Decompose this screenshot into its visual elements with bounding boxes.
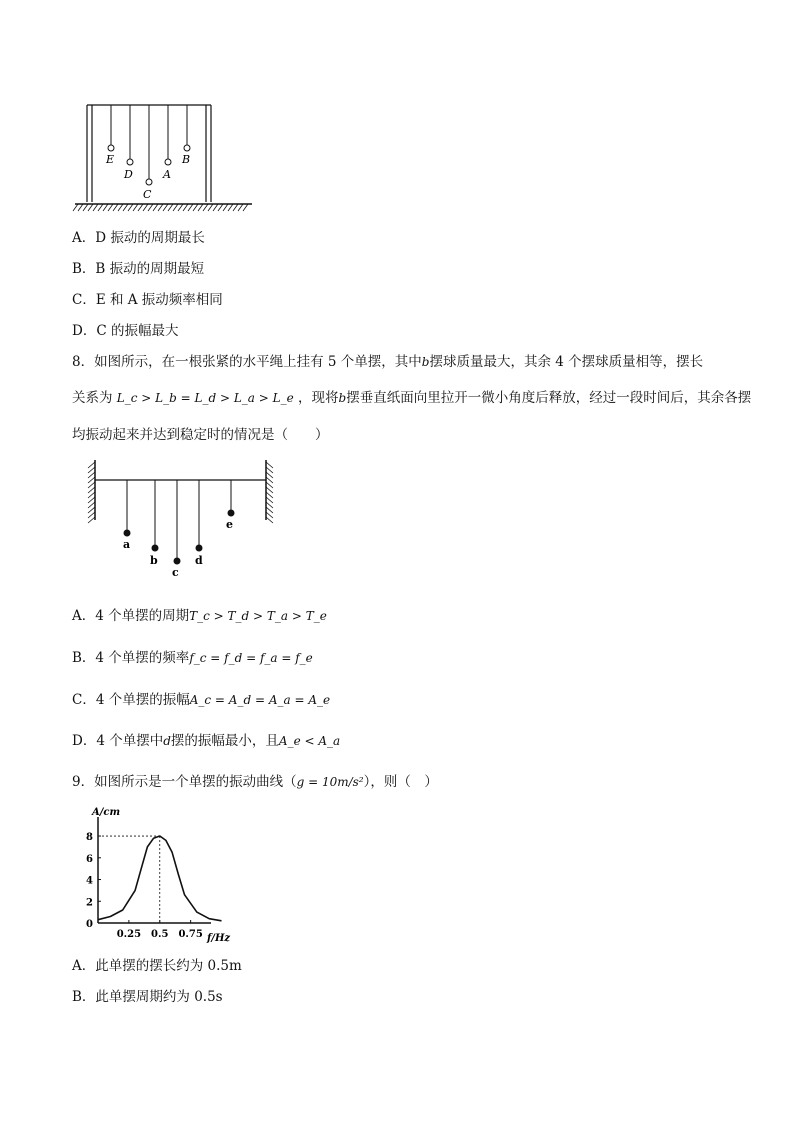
ground-hatch bbox=[223, 204, 228, 211]
x-tick-label: 0.75 bbox=[178, 929, 203, 940]
ground-hatch bbox=[113, 204, 118, 211]
ground-hatch bbox=[208, 204, 213, 211]
ground-hatch bbox=[158, 204, 163, 211]
wall-hatch bbox=[88, 507, 95, 513]
wall-hatch bbox=[88, 482, 95, 488]
y-tick-label: 2 bbox=[86, 897, 93, 909]
wall-hatch bbox=[88, 517, 95, 523]
ground-hatch bbox=[98, 204, 103, 211]
wall-hatch bbox=[88, 477, 95, 483]
ground-hatch bbox=[193, 204, 198, 211]
q7-label-c: C bbox=[143, 188, 152, 201]
wall-hatch bbox=[88, 502, 95, 508]
q7-option-b: B．B 振动的周期最短 bbox=[72, 261, 205, 277]
y-tick-label: 0 bbox=[86, 919, 93, 930]
y-axis-label: A/cm bbox=[92, 807, 121, 818]
ground-hatch bbox=[218, 204, 223, 211]
q8-label-b: b bbox=[150, 554, 158, 567]
q9-option-b: B．此单摆周期约为 0.5s bbox=[72, 989, 223, 1005]
x-tick-label: 0.25 bbox=[116, 929, 142, 940]
q8-option-a: A．4 个单摆的周期T_c > T_d > T_a > T_e bbox=[72, 608, 327, 624]
ground-hatch bbox=[173, 204, 178, 211]
ground-hatch bbox=[213, 204, 218, 211]
ground-hatch bbox=[148, 204, 153, 211]
ground-hatch bbox=[163, 204, 168, 211]
wall-hatch bbox=[266, 462, 273, 468]
q8-stem-line2: 关系为 L_c > L_b = L_d > L_a > L_e ，现将b摆垂直纸面向里拉开一微小角度后释放，经过一段时间后，其余各摆 bbox=[72, 390, 752, 406]
ground-hatch bbox=[138, 204, 143, 211]
q8-option-b: B．4 个单摆的频率f_c = f_d = f_a = f_e bbox=[72, 650, 313, 666]
wall-hatch bbox=[266, 512, 273, 518]
ground-hatch bbox=[153, 204, 158, 211]
q7-figure bbox=[72, 100, 257, 215]
ground-hatch bbox=[83, 204, 88, 211]
ground-hatch bbox=[228, 204, 233, 211]
wall-hatch bbox=[266, 472, 273, 478]
q9-option-a: A．此单摆的摆长约为 0.5m bbox=[72, 958, 242, 974]
wall-hatch bbox=[88, 512, 95, 518]
wall-hatch bbox=[266, 482, 273, 488]
q8-option-d: D．4 个单摆中d摆的振幅最小，且A_e < A_a bbox=[72, 733, 341, 749]
q8-label-a: a bbox=[123, 538, 131, 551]
ground-hatch bbox=[103, 204, 108, 211]
ground-hatch bbox=[168, 204, 173, 211]
wall-hatch bbox=[88, 487, 95, 493]
ground-hatch bbox=[133, 204, 138, 211]
q7-option-d: D．C 的振幅最大 bbox=[72, 323, 179, 339]
wall-hatch bbox=[88, 462, 95, 468]
q8-stem-line3: 均振动起来并达到稳定时的情况是（ ） bbox=[72, 427, 329, 443]
ground-hatch bbox=[178, 204, 183, 211]
resonance-chart bbox=[72, 805, 231, 947]
y-tick-label: 6 bbox=[86, 853, 93, 865]
q8-length-relation: L_c > L_b = L_d > L_a > L_e bbox=[116, 391, 294, 405]
ground-hatch bbox=[243, 204, 248, 211]
ground-hatch bbox=[123, 204, 128, 211]
q8-label-e: e bbox=[226, 518, 233, 531]
q7-option-a: A．D 振动的周期最长 bbox=[72, 230, 205, 246]
q7-option-c: C．E 和 A 振动频率相同 bbox=[72, 292, 223, 308]
ground-hatch bbox=[93, 204, 98, 211]
ground-hatch bbox=[128, 204, 133, 211]
ground-hatch bbox=[73, 204, 78, 211]
wall-hatch bbox=[266, 492, 273, 498]
ground-hatch bbox=[188, 204, 193, 211]
q7-label-a: A bbox=[163, 168, 171, 181]
x-axis-label: f/Hz bbox=[207, 933, 231, 944]
ground-hatch bbox=[88, 204, 93, 211]
wall-hatch bbox=[266, 507, 273, 513]
q7-label-e: E bbox=[106, 153, 115, 166]
q8-figure bbox=[80, 458, 295, 583]
wall-hatch bbox=[266, 517, 273, 523]
q7-label-d: D bbox=[124, 168, 133, 181]
ground-hatch bbox=[108, 204, 113, 211]
ground-hatch bbox=[118, 204, 123, 211]
q7-label-b: B bbox=[182, 153, 191, 166]
wall-hatch bbox=[266, 467, 273, 473]
ground-hatch bbox=[238, 204, 243, 211]
ground-hatch bbox=[203, 204, 208, 211]
ground-hatch bbox=[183, 204, 188, 211]
q8-label-d: d bbox=[195, 554, 203, 567]
ground-hatch bbox=[143, 204, 148, 211]
q8-label-c: c bbox=[172, 566, 179, 579]
wall-hatch bbox=[88, 467, 95, 473]
y-tick-label: 4 bbox=[86, 875, 93, 887]
wall-hatch bbox=[266, 502, 273, 508]
ground-hatch bbox=[233, 204, 238, 211]
wall-hatch bbox=[88, 472, 95, 478]
q8-option-c: C．4 个单摆的振幅A_c = A_d = A_a = A_e bbox=[72, 692, 331, 708]
wall-hatch bbox=[266, 497, 273, 503]
wall-hatch bbox=[88, 492, 95, 498]
ground-hatch bbox=[198, 204, 203, 211]
x-tick-label: 0.5 bbox=[151, 929, 169, 940]
wall-hatch bbox=[88, 497, 95, 503]
y-tick-label: 8 bbox=[86, 832, 93, 844]
q9-stem: 9．如图所示是一个单摆的振动曲线（g = 10m/s²），则（ ） bbox=[72, 774, 438, 790]
q8-stem-line1: 8．如图所示，在一根张紧的水平绳上挂有 5 个单摆，其中b摆球质量最大，其余 4 个摆球质量相等，摆长 bbox=[72, 354, 704, 370]
ground-hatch bbox=[78, 204, 83, 211]
wall-hatch bbox=[266, 487, 273, 493]
wall-hatch bbox=[266, 477, 273, 483]
